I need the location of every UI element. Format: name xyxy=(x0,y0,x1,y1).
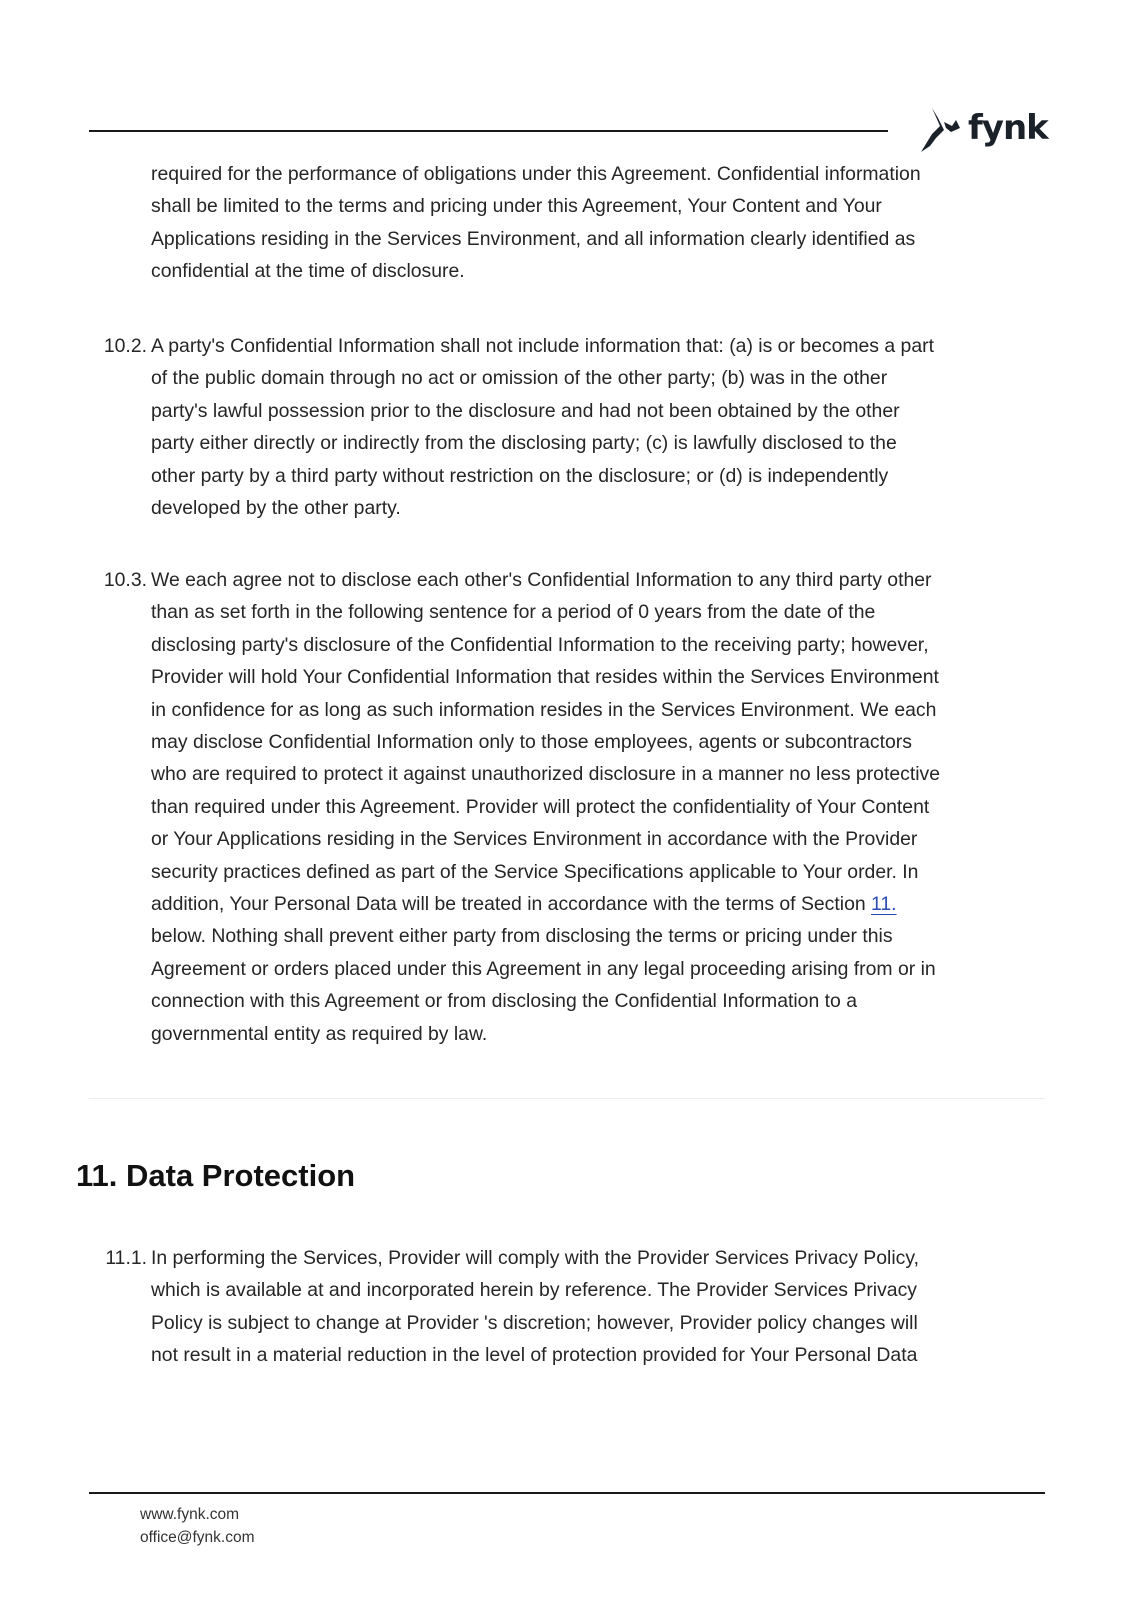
clause-11-1 xyxy=(95,1242,1035,1372)
footer xyxy=(140,1503,255,1549)
text-line: may disclose Confidential Information only to those employees, agents or subcontractors xyxy=(151,731,912,754)
text-line: than required under this Agreement. Provider will protect the confidentiality of Your Content xyxy=(151,795,930,818)
text-line: Applications residing in the Services Environment, and all information clearly identified as xyxy=(151,227,916,250)
section-11-link[interactable]: 11. xyxy=(871,893,897,916)
text-line: Agreement or orders placed under this Agreement in any legal proceeding arising from or in xyxy=(151,957,936,980)
clause-text xyxy=(151,330,1035,524)
header-rule xyxy=(89,130,888,132)
text-line: connection with this Agreement or from disclosing the Confidential Information to a xyxy=(151,990,857,1013)
text-line: who are required to protect it against unauthorized disclosure in a manner no less protective xyxy=(151,763,940,786)
text-line: party's lawful possession prior to the disclosure and had not been obtained by the other xyxy=(151,399,900,422)
text-line: A party's Confidential Information shall not include information that: (a) is or becomes a part xyxy=(151,335,934,357)
clause-10-1-continuation xyxy=(95,158,1035,288)
clause-text xyxy=(151,158,1035,288)
text-line: security practices defined as part of the Service Specifications applicable to Your order. In xyxy=(151,860,919,883)
fynk-bird-icon xyxy=(918,106,962,154)
text-line-with-link xyxy=(151,888,1035,920)
text-line: governmental entity as required by law. xyxy=(151,1022,488,1045)
section-divider xyxy=(89,1098,1045,1099)
text-line: or Your Applications residing in the Services Environment in accordance with the Provider xyxy=(151,828,918,851)
text-line: of the public domain through no act or omission of the other party; (b) was in the other xyxy=(151,367,888,390)
fynk-logo xyxy=(918,106,1048,154)
clause-10-3 xyxy=(95,564,1035,1050)
text-line: in confidence for as long as such information resides in the Services Environment. We each xyxy=(151,698,937,721)
text-line: below. Nothing shall prevent either party from disclosing the terms or pricing under this xyxy=(151,925,893,948)
clause-number: 11.1. xyxy=(105,1247,147,1269)
text-line: shall be limited to the terms and pricing under this Agreement, Your Content and Your xyxy=(151,195,882,218)
clause-text xyxy=(151,564,1035,1050)
link-line-prefix: addition, Your Personal Data will be treated in accordance with the terms of Section xyxy=(151,893,872,916)
text-line: party either directly or indirectly from the disclosing party; (c) is lawfully disclosed to the xyxy=(151,432,897,455)
clause-number: 10.2. xyxy=(103,335,147,357)
footer-email: office@fynk.com xyxy=(140,1529,255,1546)
text-line: developed by the other party. xyxy=(151,497,401,520)
section-11-title: 11. Data Protection xyxy=(76,1158,356,1193)
footer-website: www.fynk.com xyxy=(140,1506,240,1523)
clause-text xyxy=(151,1242,1035,1372)
footer-rule xyxy=(89,1492,1045,1494)
clause-10-2 xyxy=(95,330,1035,524)
text-line: In performing the Services, Provider will comply with the Provider Services Privacy Policy, xyxy=(151,1247,919,1269)
text-line: We each agree not to disclose each other's Confidential Information to any third party other xyxy=(151,569,932,591)
text-line: than as set forth in the following sentence for a period of 0 years from the date of the xyxy=(151,601,876,624)
text-line: confidential at the time of disclosure. xyxy=(151,260,465,283)
text-line: Policy is subject to change at Provider 's discretion; however, Provider policy changes will xyxy=(151,1311,918,1334)
text-line: disclosing party's disclosure of the Confidential Information to the receiving party; however, xyxy=(151,633,929,656)
text-line: which is available at and incorporated herein by reference. The Provider Services Privacy xyxy=(151,1279,917,1302)
clause-number: 10.3. xyxy=(103,569,147,591)
logo-text: fynk xyxy=(968,108,1048,148)
text-line: other party by a third party without restriction on the disclosure; or (d) is independently xyxy=(151,464,889,487)
text-line: Provider will hold Your Confidential Information that resides within the Services Environment xyxy=(151,666,939,689)
text-line: not result in a material reduction in the level of protection provided for Your Personal Data xyxy=(151,1344,918,1367)
text-line: required for the performance of obligations under this Agreement. Confidential information xyxy=(151,163,921,185)
